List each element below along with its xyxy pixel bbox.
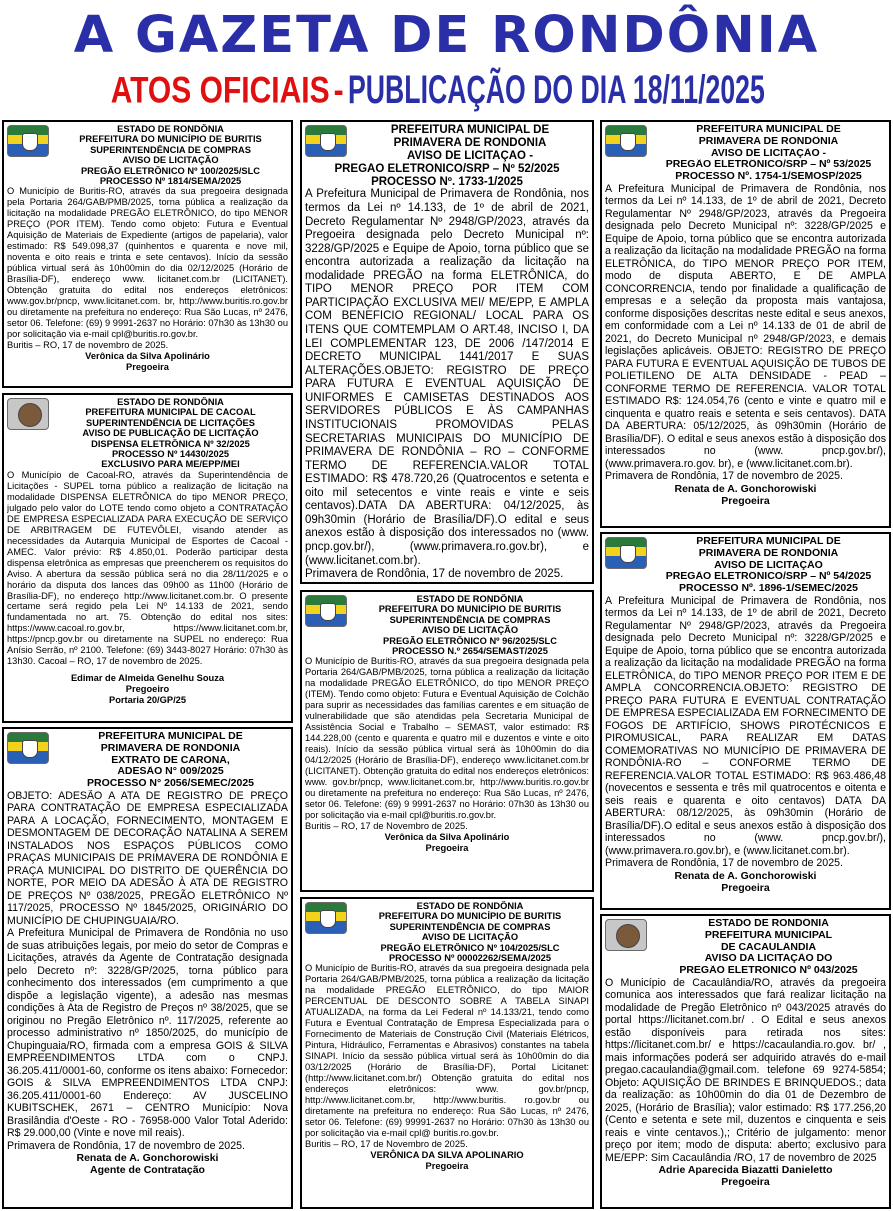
notice-cacaulandia-pe-043 [600,914,891,1209]
notice-header [7,397,288,470]
notice-primavera-carona-009 [2,727,293,1209]
notice-body: O Município de Buritis-RO, através da sua pregoeira designada pela Portaria 264/GAB/PMB/2025, torna pública a realização da licitação na modalidade PREGÃO ELETRÔNICO, do tipo MENOR PREÇO (POR ITEM). Tendo como objeto: Futura e Eventual Aquisição de Materiais de Expediente (artigos de papelaria), valor estimado: R$ 549.098,37 (quinhentos e quarenta e nove mil, noventa e oito reais e trinta e sete centavos). Início da sessão pública virtual será às 10h00min do dia 02/12/2025 (Horário de Brasília-DF), endereço www. licitanet.com.br (LICITANET). Obtenção gratuita do edital nos endereços eletrônicos: www.gov.br/pncp, www.licitanet.com. br, http://www.buritis.ro.gov.br ou diretamente na prefeitura no endereço: Rua São Lucas, nº 2476, setor 06. Telefone: (69) 9 9991-2637 no Horário: 07h30 às 13h30 ou por solicitação via e-mail cpl@buritis.ro.gov.br. [7,186,288,340]
header-line: PREGÃO ELETRONICO Nº 043/2025 [679,965,858,976]
newspaper-title: A GAZETA DE RONDÔNIA [73,6,820,65]
signer-name: Verônica da Silva Apolinário [85,350,210,361]
publication-date-label: PUBLICAÇÃO DO DIA 18/11/2025 [347,66,765,113]
notice-buritis-pe-100 [2,120,293,388]
header-line: AVISO DE LICITAÇÃO [421,932,519,943]
header-line: PROCESSO Nº. 1733-1/2025 [371,175,523,188]
notice-signature [7,673,288,705]
header-line: PREFEITURA MUNICIPAL DE [390,124,550,136]
header-line: PROCESSO Nº 1814/SEMA/2025 [99,176,242,187]
header-line: PREGÃO ELETRÔNICO/SRP – Nº 52/2025 [334,162,560,175]
notice-date: Primavera de Rondônia, 17 de novembro de 2025. [605,470,843,483]
header-line: AVISO DE LICITAÇÃO - [406,149,534,162]
header-line: AVISO DA LICITAÇÃO DO [704,953,833,965]
notice-signature [605,870,886,894]
notice-signature [605,483,886,507]
notice-header [605,918,886,977]
header-line: PRIMAVERA DE RONDÔNIA [100,742,241,754]
header-line: PROCESSO Nº 14430/2025 [111,449,230,460]
header-line: EXCLUSIVO PARA ME/EPP/MEI [101,459,240,470]
notice-header [605,536,886,595]
header-line: PREFEITURA MUNICIPAL DE [696,536,841,547]
header-line: SUPERINTENDÊNCIA DE COMPRAS [90,144,251,155]
notice-signature [605,1164,886,1188]
notice-buritis-pe-104 [300,897,594,1209]
header-line: AVISO DE LICITAÇÃO [421,625,519,636]
buritis-crest-icon [7,125,49,157]
header-line: PREFEITURA MUNICIPAL DE CACOAL [85,407,256,418]
notice-date: Primavera de Rondônia, 17 de novembro de 2025. [305,568,564,581]
header-line: PREFEITURA MUNICIPAL [704,929,833,941]
header-line: PREGÃO ELETRÔNICO Nº 104/2025/SLC [380,942,560,953]
cacaulandia-crest-icon [605,919,647,951]
header-line: ESTADO DE RONDÔNIA [416,594,524,604]
notice-buritis-pe-96 [300,590,594,892]
signer-role: Pregoeira [721,1176,770,1189]
notice-date: Primavera de Rondônia, 17 de novembro de 2025. [605,857,843,870]
signer-role: Pregoeira [721,494,770,507]
masthead [0,0,893,118]
header-line: PREFEITURA DO MUNICÍPIO DE BURITIS [79,134,262,145]
header-line: ESTADO DE RONDÔNIA [117,397,224,407]
header-line: ADESÃO N° 009/2025 [117,766,224,778]
header-line: PRIMAVERA DE RONDÔNIA [393,136,547,149]
signer-name [305,582,589,584]
header-line: ESTADO DE RONDÔNIA [117,124,224,134]
header-line: PROCESSO Nº. 1754-1/SEMOSP/2025 [675,171,862,182]
signer-role: Pregoeira [425,842,469,853]
notice-body: OBJETO: ADESÃO A ATA DE REGISTRO DE PREÇO PARA CONTRATAÇÃO DE EMPRESA ESPECIALIZADA PARA A LOCAÇÃO, FORNECIMENTO, MONTAGEM E DESMONTAGEM DE DECORAÇÃO NATALINA A SEREM INSTALADOS NOS ESPAÇOS PÚBLICOS COMO PRAÇAS MUNICIPAIS DE PRIMAVERA DE RONDÔNIA E PRAÇA MUNICIPAL DO DISTRITO DE QUERÊNCIA DO NORTE, POR MEIO DA ADESÃO À ATA DE REGISTRO DE PREÇOS Nº 038/2025, PREGÃO ELETRÔNICO Nº 117/2025, PROCESSO Nº 1845/2025, ORIGINÁRIO DO MUNICÍPIO DE CHUPINGUAIA/RO. [7,789,288,927]
header-line: SUPERINTENDÊNCIA DE COMPRAS [389,614,551,625]
notice-date: Buritis – RO, 17 de Novembro de 2025. [305,1138,468,1149]
primavera-crest-icon [7,732,49,764]
primavera-crest-icon [305,125,347,157]
signer-role: Agente de Contratação [90,1164,205,1177]
notice-header [305,124,589,188]
notice-header [605,124,886,183]
signer-name: Edimar de Almeida Genelhu Souza [70,673,225,684]
header-line: PREGÃO ELETRÔNICO/SRP – Nº 54/2025 [665,571,872,583]
notice-body: A Prefeitura Municipal de Primavera de Rondônia, nos termos da Lei nº 14.133, de 1º de abril de 2021, Decreto Regulamentar Nº 2948/GP/2023, através da Pregoeira designada pelo Decreto Municipal nº: 3228/GP/2025 e Equipe de Apoio, torna público que se encontra autorizada a realização da licitação na modalidade PREGÃO na forma ELETRÔNICA, do TIPO MENOR PREÇO POR ITEM COM PARTICIPAÇÃO EXCLUSIVA MEI/ ME/EPP, E AMPLA COM BENEFICIO REGIONAL/ LOCAL PARA OS ITENS QUE COMTEMPLAM O ART.48, INCISO I, DA LEI COMPLEMENTAR 123, DE 2006 /147/2014 E DECRETO MUNICIPAL 1441/2017 E SUAS ALTERAÇÕES.OBJETO: REGISTRO DE PREÇO PARA FUTURA E EVENTUAL AQUISIÇÃO DE UNIFORMES E CAMISETAS DESTINADOS AOS SERVIDORES PÚBLICOS E ÀS CAMPANHAS INSTITUCIONAIS PROMOVIDAS PELAS SECRETARIAS MUNICIPAIS DO MUNICÍPIO DE PRIMAVERA DE RONDÔNIA – RO – CONFORME TERMO DE REFERENCIA.VALOR TOTAL ESTIMADO: R$ 478.720,26 (Quatrocentos e setenta e oito mil setecentos e vinte reais e vinte e seis centavos).DATA DA ABERTURA: 04/12/2025, às 09h30min (Horário de Brasília/DF).O edital e seus anexos estão à disposição dos interessados no (www. pncp.gov.br/), (www.primavera.ro.gov.br), e (www.licitanet.com.br). [305,188,589,567]
notice-header [305,594,589,656]
notice-body: O Município de Buritis-RO, através da sua pregoeira designada pela Portaria 264/GAB/PMB/2025, torna pública a realização da licitação na modalidade PREGÃO ELETRÔNICO, do tipo MENOR PREÇO (ITEM). Tendo como objeto: Futura e Eventual Aquisição de Colchão para suprir as necessidades das famílias carentes e em situação de vulnerabilidade que são atendidas pela Secretaria Municipal de Assistência Social e Trabalho – SEMAST, valor estimado: R$ 144.228,00 (cento e quarenta e quatro mil e duzentos e vinte e oito reais). Início da sessão pública virtual será às 10h00min do dia 04/12/2025 (Horário de Brasília-DF), endereço www.licitanet.com.br (LICITANET). Obtenção gratuita do edital nos endereços eletrônicos: www. gov.br/pncp, www.licitanet.com.br, http://www.buritis.ro.gov.br ou diretamente na prefeitura no endereço: Rua São Lucas, nº 2476, setor 06. Telefone: (69) 9 9991-2637 no Horário: 07h30 às 13h30 ou por solicitação via e-mail cpl@buritis.ro.gov.br. [305,656,589,820]
signer-name: Renata de A. Gonchorowiski [674,482,817,495]
notice-signature [305,1150,589,1171]
header-line: PRIMAVERA DE RONDÔNIA [698,547,839,559]
header-line: SUPERINTENDÊNCIA DE COMPRAS [389,921,551,932]
signer-name: Renata de A. Gonchorowiski [674,869,817,882]
notice-date: Buritis – RO, 17 de novembro de 2025. [7,340,169,350]
notice-body: O Município de Buritis-RO, através da sua pregoeira designada pela Portaria 264/GAB/PMB/2025, torna pública a realização da licitação na modalidade PREGÃO ELETRÔNICO, do tipo MAIOR PERCENTUAL DE DESCONTO SOBRE A TABELA SINAPI ATUALIZADA, na forma da Lei Federal nº 14.133/21, tendo como Futura e Eventual Contratação de Empresa Especializada para o Fornecimento de Materiais de Construção Civil (Materiais Elétricos, Pintura, Hidráulico, Ferramentas e Abrasivos) constantes na tabela SINAPI. Início da sessão pública virtual será às 10h00min do dia 03/12/2025 (Horário de Brasília-DF), Portal Licitanet: (http://www.licitanet.com.br/) Obtenção gratuita do edital nos endereços eletrônicos: www. gov.br/pncp, http://www.licitanet.com.br, http://www.buritis. ro.gov.br ou diretamente na prefeitura no endereço: Rua São Lucas, nº 2476, setor 06. Telefone: (69) 99991-2637 no Horário: 07h30 às 13h30 ou por solicitação via e-mail cpl@ buritis.ro.gov.br. [305,963,589,1138]
masthead-subtitle-row [0,68,893,118]
notice-signature [7,351,288,372]
header-line: DE CACAULÂNDIA [720,941,817,953]
header-line: PREFEITURA MUNICIPAL DE [696,124,841,135]
notice-header [7,124,288,186]
primavera-crest-icon [605,537,647,569]
notice-signature [305,832,589,853]
header-line: PREFEITURA DO MUNICÍPIO DE BURITIS [378,604,562,615]
primavera-crest-icon [605,125,647,157]
notice-primavera-pe-52 [300,120,594,584]
notice-body-2: A Prefeitura Municipal de Primavera de Rondônia no uso de suas atribuições legais, por meio do setor de Compras e Licitações, através da Agente de Contratação designada pelo Decreto nº: 3228/GP/2025, torna público para conhecimento dos interessados (em cumprimento a que dispõe a legislação vigente), a adesão nas mesmas condições à Ata de Registro de Preços nº 38/2025, que se originou no Pregão Eletrônico nº. 117/2025, referente ao processo administrativo nº 1850/2025, do município de Chupinguaia/RO, firmada com a empresa GOIS & SILVA EMPREENDIMENTOS LTDA com o CNPJ. 36.205.411/0001-60, conforme os itens abaixo: Fornecedor: GOIS & SILVA EMPREENDIMENTOS LTDA CNPJ: 36.205.411/0001-60 Endereço: AV JUSCELINO KUBITSCHEK, 2671 – CENTRO Município: Nova Brasilândia d'Oeste - RO - 76958-000 Valor Total Aderido: R$ 29.000,00 (Vinte e nove mil reais). [7,927,288,1140]
header-line: PROCESSO Nº 00002262/SEMA/2025 [388,953,552,964]
signer-role: Pregoeira [425,1160,469,1171]
notice-signature [7,1152,288,1176]
notice-date: Buritis – RO, 17 de Novembro de 2025. [305,820,468,831]
header-line: PREFEITURA MUNICIPAL DE [98,731,243,742]
signer-role: Pregoeira [126,361,169,372]
notice-primavera-pe-53 [600,120,891,528]
masthead-separator: - [333,69,344,111]
buritis-crest-icon [305,595,347,627]
header-line: PRIMAVERA DE RONDÔNIA [698,135,839,147]
signer-name: Renata de A. Gonchorowiski [76,1152,219,1165]
header-line: PREGÃO ELETRÔNICO Nº 96/2025/SLC [383,635,557,646]
header-line: AVISO DE PUBLICAÇÃO DE LICITAÇÃO [82,428,259,439]
signer-portaria: Portaria 20/GP/25 [109,694,186,705]
header-line: PROCESSO N° 2056/SEMEC/2025 [86,778,255,789]
signer-role: Pregoeira [721,881,770,894]
notice-cacoal-dispensa-32 [2,393,293,723]
signer-name: VERÔNICA DA SILVA APOLINARIO [370,1149,524,1160]
notice-date: Primavera de Rondônia, 17 de novembro de 2025. [7,1139,245,1152]
cacoal-crest-icon [7,398,49,430]
header-line: DISPENSA ELETRÔNICA Nº 32/2025 [91,438,250,449]
signer-role: Pregoeiro [125,683,170,694]
header-line: PREGÃO ELETRÔNICO Nº 100/2025/SLC [80,165,261,176]
atos-oficiais-label: ATOS OFICIAIS [110,69,330,111]
header-line: AVISO DE LICITAÇÃO [714,559,823,571]
notice-header [305,901,589,963]
signer-name: Adrie Aparecida Biazatti Danieletto [658,1164,833,1177]
header-line: PROCESSO N.º 2654/SEMAST/2025 [392,646,548,657]
buritis-crest-icon [305,902,347,934]
signer-name: Verônica da Silva Apolinário [384,831,510,842]
header-line: SUPERINTENDÊNCIA DE LICITAÇÕES [86,417,255,428]
header-line: AVISO DE LICITAÇÃO [122,155,219,166]
header-line: ESTADO DE RONDÔNIA [708,918,829,929]
notice-primavera-pe-54 [600,532,891,910]
notice-signature [305,582,589,584]
notice-body: O Município de Cacoal-RO, através da Superintendência de Licitações - SUPEL torna público a realização de licitação na modalidade DISPENSA ELETRÔNICA do tipo MENOR PREÇO, julgado pelo valor do LOTE tendo como objeto a CONTRATAÇÃO DE EMPRESA ESPECIALIZADA PARA EXECUÇÃO DE SERVIÇO DE ARBITRAGEM DE FUTEVÔLEI, visando atender as necessidades da Autarquia Municipal de Esportes de Cacoal - AMEC. Valor prévio: R$ 4.850,01. Poderão participar desta dispensa eletrônica as empresas que preencherem os requisitos do Aviso. A abertura da sessão pública será no dia 28/11/2025 e o horário da disputa dos lances das 09h00 as 11h00 (Horário de Brasília-DF), no endereço http://www.licitanet.com.br. O presente certame será regido pela Lei Nº 14.133 de 2021, sendo fundamentada no art. 75. Obtenção do edital nos sites: https://www.cacoal.ro.gov.br, https://www.licitanet.com.br, https://pncp.gov.br ou diretamente na SUPEL no endereço: Rua Anísio Serrão, nº 2100. Telefone: (69) 3443-8027 Horário: 07h30 às 13h30. Cacoal – RO, 17 de novembro de 2025. [7,469,288,667]
header-line: AVISO DE LICITAÇÃO - [710,147,827,159]
notice-body: A Prefeitura Municipal de Primavera de Rondônia, nos termos da Lei nº 14.133, de 1º de abril de 2021, Decreto Regulamentar Nº 2948/GP/2023, através da Pregoeira designada pelo Decreto Municipal nº: 3228/GP/2025 e Equipe de Apoio, torna público que se encontra autorizada a realização da licitação na modalidade PREGÃO na forma ELETRÔNICA, do TIPO MENOR PREÇO POR ITEM E DE AMPLA CONCORRENCIA.OBJETO: REGISTRO DE PREÇO PARA FUTURA E EVENTUAL CONTRATAÇÃO DE EMPRESA ESPECIALIZADA EM FORNECIMENTO DE FOGOS DE ARTIFÍCIO, SHOWS PIROTÉCNICOS E PIROMUSICAL, PARA REALIZAR EM DATAS COMEMORATIVAS NO MUNICÍPIO DE PRIMAVERA DE RONDÔNIA-RO – CONFORME TERMO DE REFERENCIA.VALOR TOTAL ESTIMADO: R$ 963.486,48 (novecentos e sessenta e três mil quatrocentos e oitenta e seis reais e quarenta e oito centavos) DATA DA ABERTURA: 08/12/2025, às 09h30min (Horário de Brasília/DF).O edital e seus anexos estão à disposição dos interessados no (www. pncp.gov.br/), (www.primavera.ro.gov.br), e (www.licitanet.com.br). [605,594,886,857]
header-line: EXTRATO DE CARONA, [111,754,230,766]
header-line: PREGÃO ELETRÔNICO/SRP – Nº 53/2025 [665,159,872,171]
header-line: PROCESSO Nº. 1896-1/SEMEC/2025 [679,583,858,594]
notice-header [7,731,288,790]
header-line: PREFEITURA DO MUNICÍPIO DE BURITIS [378,911,562,922]
notice-body: O Município de Cacaulândia/RO, através da pregoeira comunica aos interessados que fará realizar licitação na modalidade de Pregão Eletrônico nº 043/2025 através do portal https://licitanet.com.br/ . O Edital e seus anexos estão disponíveis para retirada nos sites: https://licitanet.com.br/ e https://cacaulandia.ro.gov. br/ , mais informações poderá ser adquirido através do e-mail pregao.cacaulandia@gmail.com. telefone 69 9274-5854; Objeto: AQUISIÇÃO DE BRINDES E BRINQUEDOS.; data da realização: as 10h00min do dia 01 de Dezembro de 2025, (Horário de Brasília); valor estimado: R$ 177.256,20 (Cento e setenta e sete mil, duzentos e cinquenta e seis reais e vinte centavos.),; Critério de julgamento: menor preço por item; modo de disputa: aberto; exclusivo para ME/EPP: Sim Cacaulândia /RO, 17 de novembro de 2025 [605,976,886,1164]
header-line: ESTADO DE RONDÔNIA [416,901,524,911]
notice-body: A Prefeitura Municipal de Primavera de Rondônia, nos termos da Lei nº 14.133, de 1º de abril de 2021, Decreto Regulamentar Nº 2948/GP/2023, através da Pregoeira designada pelo Decreto Municipal nº: 3228/GP/2025 e Equipe de Apoio, torna público que se encontra autorizada a realização da licitação na modalidade PREGÃO na forma ELETRÔNICA, do TIPO MENOR PREÇO POR ITEM, modo de disputa ABERTO, E DE AMPLA CONCORRENCIA, tendo por finalidade a qualificação de empresas e a seleção da proposta mais vantajosa, conforme disposições descritas neste edital e seus anexos, em conformidade com a Lei nº 14.133 de 01 de abril de 2021, do Decreto Municipal nº 2948/GP/2023, e demais legislações aplicáveis. OBJETO: REGISTRO DE PREÇO PARA FUTURA E EVENTUAL AQUISIÇÃO DE TUBOS DE POLIETILENO DE ALTA DENSIDADE - PEAD – CONFORME TERMO DE REFERENCIA. VALOR TOTAL ESTIMADO R$: 124.054,76 (cento e vinte e quatro mil e cinquenta e quatro reais e setenta e seis centavos). DATA DA ABERTURA: 05/12/2025, às 09h30min (Horário de Brasília/DF). O edital e seus anexos estão à disposição dos interessados no (www. pncp.gov.br/), (www.primavera.ro.gov. br), e (www.licitanet.com.br). [605,182,886,470]
